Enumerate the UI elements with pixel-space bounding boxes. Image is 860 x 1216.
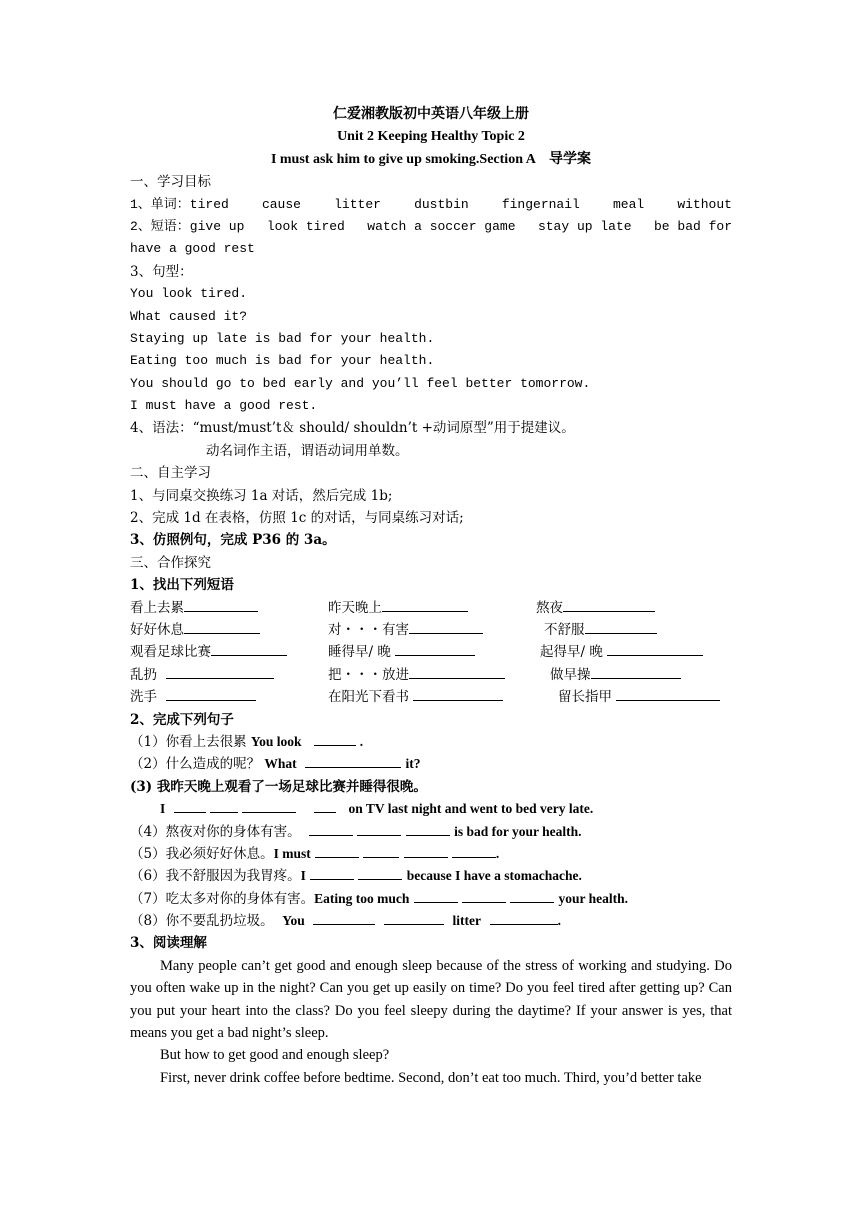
section2-heading: 二、自主学习 [130,465,211,482]
answer-blank[interactable] [462,888,506,903]
answer-blank[interactable] [409,664,505,679]
words-label: 1、单词：tired [130,196,229,212]
answer-blank[interactable] [315,843,359,858]
answer-blank[interactable] [309,821,353,836]
answer-blank[interactable] [585,619,657,634]
doc-title-line3: I must ask him to give up smoking.Section A 导学案 [270,151,592,167]
answer-blank[interactable] [358,865,402,880]
sentence-question [130,865,732,887]
doc-title-line1: 仁爱湘教版初中英语八年级上册 [333,107,529,122]
answer-blank[interactable] [166,664,274,679]
word-item: fingernail [501,196,580,212]
doc-title-line2: Unit 2 Keeping Healthy Topic 2 [337,129,525,145]
phrases-continued: have a good rest [130,241,255,257]
phrases-label: 2、短语：give up [130,218,245,234]
grammar-line1: 4、语法：“must/must’t＆ should/ shouldn’t +动词原型”用于提建议。 [130,420,575,437]
answer-blank[interactable] [395,641,475,656]
phrase-prompt: 看上去累 [130,599,184,616]
question-english: I must [273,845,311,861]
phrase-prompt: 做早操 [550,666,591,683]
question-english: You look [250,733,302,749]
question-english: Eating too much [314,890,410,906]
question-english: because I have a stomachache. [406,868,582,884]
question-english: I [160,801,166,817]
answer-blank[interactable] [313,910,375,925]
answer-blank[interactable] [607,641,703,656]
question-chinese: （1）你看上去很累 [130,733,247,750]
phrase-item: be bad for [653,218,732,234]
answer-blank[interactable] [413,686,503,701]
phrase-row [130,619,732,641]
sentence-question [130,888,732,910]
sentence-question: （8）你不要乱扔垃圾。 You litter . [130,910,732,932]
word-item: litter [334,196,381,212]
reading-heading: 3、阅读理解 [130,935,207,952]
phrase-row [130,597,732,619]
question-english: your health. [558,890,629,906]
answer-blank[interactable] [166,686,256,701]
sentence-question: （5）我必须好好休息。I must . [130,843,732,865]
answer-blank[interactable] [174,798,206,813]
grammar-line2: 动名词作主语，谓语动词用单数。 [206,442,409,459]
question-english: it? [405,756,421,772]
words-row [130,194,732,216]
question-english: is bad for your health. [454,823,582,839]
reading-paragraph: First, never drink coffee before bedtime. Second, don’t eat too much. Third, you’d better take [160,1069,702,1086]
answer-blank[interactable] [616,686,720,701]
reading-paragraph: But how to get good and enough sleep? [160,1047,390,1064]
answer-blank[interactable] [414,888,458,903]
self-study-item: 3、仿照例句，完成 P36 的 3a。 [130,532,336,549]
pattern-sentence: Staying up late is bad for your health. [130,330,435,346]
section3-heading: 三、合作探究 [130,554,211,571]
sentence-question [130,798,732,820]
answer-blank[interactable] [210,798,238,813]
sentence-question: （1）你看上去很累 You look . [130,731,732,753]
phrase-prompt: 熬夜 [536,599,563,616]
phrase-row [130,686,732,708]
word-item: without [677,196,732,212]
question-chinese: （8）你不要乱扔垃圾。 [130,913,274,930]
self-study-item: 1、与同桌交换练习 1a 对话，然后完成 1b; [130,487,393,504]
answer-blank[interactable] [242,798,296,813]
answer-blank[interactable] [357,821,401,836]
phrase-item: look tired [266,218,345,234]
answer-blank[interactable] [382,597,468,612]
answer-blank[interactable] [305,753,401,768]
phrase-prompt: 起得早/ 晚 [540,644,603,661]
word-item: meal [612,196,645,212]
answer-blank[interactable] [406,821,450,836]
word-item: cause [261,196,301,212]
phrase-row [130,641,732,663]
pattern-sentence: I must have a good rest. [130,398,318,414]
phrase-row [130,664,732,686]
pattern-sentence: What caused it? [130,308,248,324]
word-item: dustbin [414,196,469,212]
patterns-label: 3、句型： [130,263,193,280]
question-english: What [264,756,297,772]
complete-sentences-heading: 2、完成下列句子 [130,711,234,728]
phrase-prompt: 把・・・放进 [328,666,409,683]
answer-blank[interactable] [452,843,496,858]
answer-blank[interactable] [404,843,448,858]
pattern-sentence: You look tired. [130,286,248,302]
phrase-item: stay up late [537,218,632,234]
question-chinese: （5）我必须好好休息。 [130,845,274,862]
answer-blank[interactable] [314,798,336,813]
answer-blank[interactable] [363,843,399,858]
phrases-row [130,216,732,238]
question-english: You [282,913,305,929]
question-english: on TV last night and went to bed very late. [348,801,594,817]
section1-heading: 一、学习目标 [130,174,211,191]
question-english: litter [452,913,481,929]
question-chinese: (3) 我昨天晚上观看了一场足球比赛并睡得很晚。 [130,778,427,795]
phrase-prompt: 留长指甲 [558,689,612,706]
sentence-question [130,753,732,775]
phrase-prompt: 在阳光下看书 [328,689,409,706]
worksheet-page [130,104,732,1089]
pattern-sentence: Eating too much is bad for your health. [130,353,435,369]
answer-blank[interactable] [184,619,260,634]
question-chinese: （4）熬夜对你的身体有害。 [130,823,301,840]
answer-blank[interactable] [211,641,287,656]
answer-blank[interactable] [184,597,258,612]
question-chinese: （7）吃太多对你的身体有害。 [130,890,315,907]
answer-blank[interactable] [409,619,483,634]
question-chinese: （6）我不舒服因为我胃疼。 [130,868,301,885]
reading-paragraph: Many people can’t get good and enough sleep because of the stress of working and studying. Do you often wake up in the night? Can you get up easily on time? Do you feel tired after getting up? Can you put your heart into the class? Do you feel sleepy during the daytime? If your answer is yes, that means you get a bad night’s sleep. [130,957,732,1042]
sentence-question [130,821,732,843]
phrase-item: watch a soccer game [367,218,516,234]
answer-blank[interactable] [310,865,354,880]
phrase-prompt: 昨天晚上 [328,599,382,616]
question-english: I [300,868,306,884]
phrase-prompt: 洗手 [130,689,157,706]
find-phrases-heading: 1、找出下列短语 [130,577,234,594]
answer-blank[interactable] [563,597,655,612]
pattern-sentence: You should go to bed early and you’ll feel better tomorrow. [130,375,591,391]
answer-blank[interactable] [490,910,558,925]
phrase-prompt: 对・・・有害 [328,621,409,638]
answer-blank[interactable] [591,664,681,679]
question-chinese: （2）什么造成的呢？ [130,756,261,773]
phrase-prompt: 好好休息 [130,621,184,638]
phrase-prompt: 观看足球比赛 [130,644,211,661]
phrase-prompt: 不舒服 [544,621,585,638]
phrase-prompt: 乱扔 [130,666,157,683]
phrase-prompt: 睡得早/ 晚 [328,644,391,661]
answer-blank[interactable] [384,910,444,925]
answer-blank[interactable] [510,888,554,903]
answer-blank[interactable] [314,731,356,746]
self-study-item: 2、完成 1d 在表格，仿照 1c 的对话，与同桌练习对话; [130,510,464,527]
